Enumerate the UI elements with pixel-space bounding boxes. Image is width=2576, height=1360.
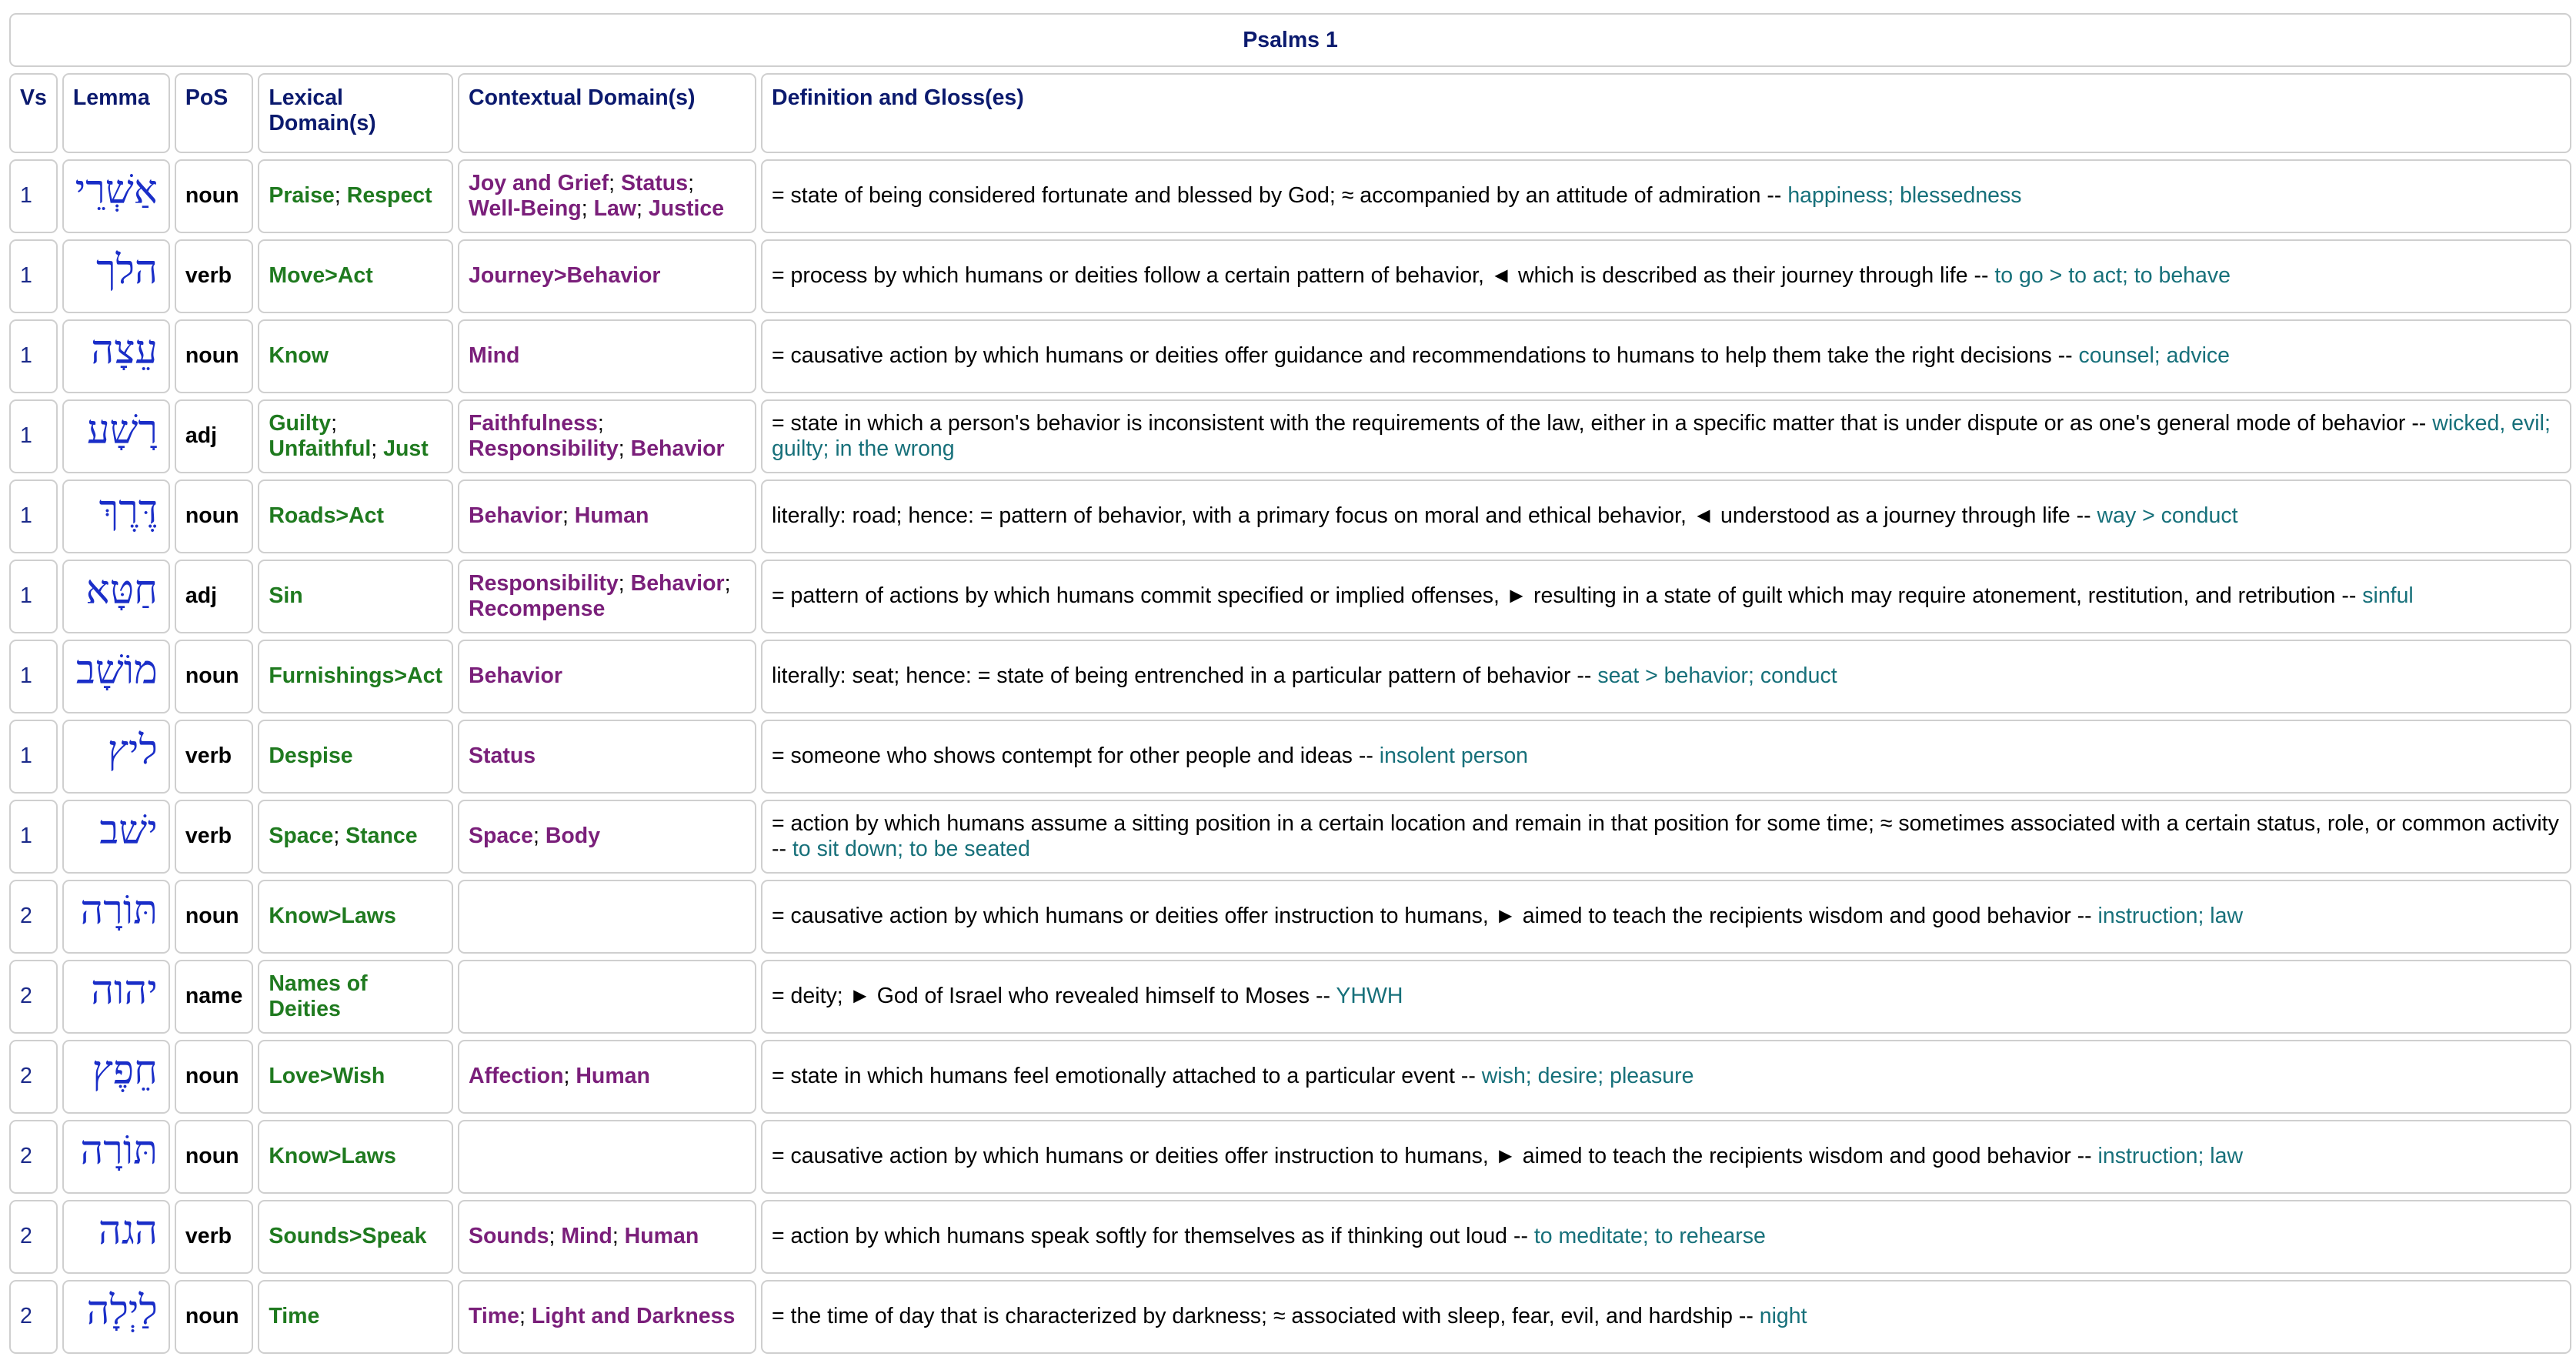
pos-cell: noun <box>175 1280 253 1354</box>
definition-cell <box>761 560 2571 633</box>
verse-cell: 1 <box>9 399 58 473</box>
table-row <box>9 319 2571 393</box>
lexical-domain-cell <box>258 720 453 794</box>
definition-cell <box>761 960 2571 1034</box>
pos-cell: verb <box>175 720 253 794</box>
contextual-domain-link[interactable]: Recompense <box>468 596 606 621</box>
contextual-domain-link[interactable]: Behavior <box>630 570 725 596</box>
contextual-domain-link[interactable]: Law <box>593 195 636 221</box>
table-row <box>9 1040 2571 1114</box>
header-pos: PoS <box>175 73 253 153</box>
verse-cell: 1 <box>9 800 58 874</box>
definition-cell <box>761 399 2571 473</box>
gloss-text: instruction; law <box>2097 1144 2244 1168</box>
lemma-cell[interactable]: חַטָּא <box>62 560 170 633</box>
gloss-text: sinful <box>2362 583 2414 608</box>
pos-cell: noun <box>175 319 253 393</box>
header-contextual-domain: Contextual Domain(s) <box>458 73 756 153</box>
definition-cell <box>761 1120 2571 1194</box>
contextual-domain-link[interactable]: Mind <box>468 343 520 368</box>
lemma-cell[interactable]: יהוה <box>62 960 170 1034</box>
contextual-domain-link[interactable]: Light and Darkness <box>531 1304 736 1328</box>
gloss-text: to meditate; to rehearse <box>1533 1224 1766 1248</box>
contextual-domain-link[interactable]: Joy and Grief <box>468 170 609 195</box>
verse-cell: 1 <box>9 319 58 393</box>
contextual-domain-cell: Responsibility; Behavior; Recompense <box>458 560 756 633</box>
table-row <box>9 560 2571 633</box>
lexical-domain-link[interactable]: Names of Deities <box>269 971 368 1021</box>
pos-cell: noun <box>175 1040 253 1114</box>
contextual-domain-link[interactable]: Status <box>468 743 536 768</box>
contextual-domain-link[interactable]: Responsibility <box>468 570 619 596</box>
verse-cell: 2 <box>9 880 58 954</box>
lemma-cell[interactable]: אַשְׁרֵי <box>62 159 170 233</box>
gloss-text: instruction; law <box>2097 904 2244 928</box>
contextual-domain-link[interactable]: Faithfulness <box>468 410 598 436</box>
lemma-cell[interactable]: ליץ <box>62 720 170 794</box>
definition-cell <box>761 1040 2571 1114</box>
verse-cell: 1 <box>9 720 58 794</box>
gloss-text: wicked, evil; guilty; in the wrong <box>771 410 2551 461</box>
pos-cell: noun <box>175 159 253 233</box>
table-row <box>9 800 2571 874</box>
contextual-domain-cell: Space; Body <box>458 800 756 874</box>
contextual-domain-link[interactable]: Human <box>624 1224 699 1248</box>
definition-text: = causative action by which humans or deities offer instruction to humans, ► aimed to teach the recipients wisdom and good behavior -- <box>771 1144 2098 1168</box>
lexical-domain-link[interactable]: Just <box>383 436 429 461</box>
pos-cell: verb <box>175 1200 253 1274</box>
lexicon-table <box>5 7 2576 1360</box>
lexical-domain-link[interactable]: Move>Act <box>269 263 373 288</box>
definition-cell <box>761 800 2571 874</box>
contextual-domain-link[interactable]: Time <box>468 1304 519 1328</box>
contextual-domain-link[interactable]: Sounds <box>468 1224 549 1248</box>
definition-cell <box>761 720 2571 794</box>
contextual-domain-link[interactable]: Behavior <box>468 503 562 528</box>
definition-text: = pattern of actions by which humans commit specified or implied offenses, ► resulting in a state of guilt which may require atonement, restitution, and retribution -- <box>771 583 2363 608</box>
lexical-domain-cell <box>258 960 453 1034</box>
lexical-domain-cell <box>258 560 453 633</box>
lexical-domain-link[interactable]: Know>Laws <box>269 904 396 928</box>
table-row <box>9 399 2571 473</box>
verse-cell: 2 <box>9 960 58 1034</box>
pos-cell: verb <box>175 239 253 313</box>
contextual-domain-link[interactable]: Justice <box>648 195 725 221</box>
pos-cell: name <box>175 960 253 1034</box>
gloss-text: YHWH <box>1336 984 1403 1008</box>
lemma-cell[interactable]: עֵצָה <box>62 319 170 393</box>
gloss-text: way > conduct <box>2097 503 2238 528</box>
definition-cell <box>761 1280 2571 1354</box>
contextual-domain-cell: Affection; Human <box>458 1040 756 1114</box>
lexical-domain-link[interactable]: Despise <box>269 743 353 768</box>
lexical-domain-link[interactable]: Guilty <box>269 410 332 436</box>
verse-cell: 1 <box>9 480 58 553</box>
contextual-domain-cell: Sounds; Mind; Human <box>458 1200 756 1274</box>
header-row <box>9 73 2571 153</box>
pos-cell: adj <box>175 399 253 473</box>
header-lexical-domain: Lexical Domain(s) <box>258 73 453 153</box>
definition-text: = causative action by which humans or deities offer instruction to humans, ► aimed to teach the recipients wisdom and good behavior -- <box>771 904 2098 928</box>
table-row <box>9 1200 2571 1274</box>
definition-cell <box>761 480 2571 553</box>
header-definition: Definition and Gloss(es) <box>761 73 2571 153</box>
contextual-domain-cell <box>458 880 756 954</box>
lemma-cell[interactable]: הלך <box>62 239 170 313</box>
verse-cell: 1 <box>9 640 58 713</box>
lexical-domain-cell <box>258 480 453 553</box>
definition-text: = the time of day that is characterized by darkness; ≈ associated with sleep, fear, evil, and hardship -- <box>771 1304 1760 1328</box>
contextual-domain-cell <box>458 239 756 313</box>
contextual-domain-link[interactable]: Space <box>468 824 533 848</box>
contextual-domain-cell: Faithfulness; Responsibility; Behavior <box>458 399 756 473</box>
lemma-cell[interactable]: תּוֹרָה <box>62 1120 170 1194</box>
definition-cell <box>761 640 2571 713</box>
definition-text: = action by which humans speak softly for themselves as if thinking out loud -- <box>771 1224 1534 1248</box>
contextual-domain-link[interactable]: Mind <box>561 1224 612 1248</box>
lemma-cell[interactable]: לַיְלָה <box>62 1280 170 1354</box>
contextual-domain-cell: Time; Light and Darkness <box>458 1280 756 1354</box>
contextual-domain-cell <box>458 960 756 1034</box>
pos-cell: noun <box>175 640 253 713</box>
pos-cell: noun <box>175 480 253 553</box>
contextual-domain-cell: Joy and Grief; Status; Well-Being; Law; Justice <box>458 159 756 233</box>
lexical-domain-link[interactable]: Sin <box>269 583 303 608</box>
table-title: Psalms 1 <box>9 13 2571 67</box>
contextual-domain-link[interactable]: Behavior <box>630 436 725 461</box>
definition-text: = state in which a person's behavior is inconsistent with the requirements of the law, either in a specific matter that is under dispute or as one's general mode of behavior -- <box>771 410 2433 436</box>
gloss-text: to go > to act; to behave <box>1994 263 2231 288</box>
definition-cell <box>761 1200 2571 1274</box>
contextual-domain-link[interactable]: Responsibility <box>468 436 619 461</box>
contextual-domain-cell <box>458 1120 756 1194</box>
lexical-domain-cell: Space; Stance <box>258 800 453 874</box>
definition-text: literally: seat; hence: = state of being entrenched in a particular pattern of behavior -- <box>771 663 1598 688</box>
contextual-domain-cell <box>458 319 756 393</box>
lemma-cell[interactable]: ישׁב <box>62 800 170 874</box>
table-body <box>9 159 2571 1354</box>
lemma-cell[interactable]: חֵפֶץ <box>62 1040 170 1114</box>
contextual-domain-link[interactable]: Human <box>576 1064 650 1088</box>
lexical-domain-link[interactable]: Sounds>Speak <box>269 1224 427 1248</box>
lexical-domain-link[interactable]: Praise <box>269 183 335 208</box>
lexical-domain-link[interactable]: Roads>Act <box>269 503 384 528</box>
definition-text: = deity; ► God of Israel who revealed himself to Moses -- <box>771 984 1336 1008</box>
gloss-text: night <box>1759 1304 1807 1328</box>
definition-text: = someone who shows contempt for other people and ideas -- <box>771 743 1380 768</box>
pos-cell: noun <box>175 1120 253 1194</box>
gloss-text: wish; desire; pleasure <box>1481 1064 1694 1088</box>
table-row <box>9 159 2571 233</box>
lexical-domain-cell <box>258 880 453 954</box>
header-lemma: Lemma <box>62 73 170 153</box>
verse-cell: 1 <box>9 560 58 633</box>
verse-cell: 2 <box>9 1040 58 1114</box>
lexical-domain-link[interactable]: Know <box>269 343 329 368</box>
lexical-domain-link[interactable]: Stance <box>345 824 418 848</box>
pos-cell: verb <box>175 800 253 874</box>
table-row <box>9 480 2571 553</box>
contextual-domain-link[interactable]: Body <box>545 824 601 848</box>
definition-cell <box>761 159 2571 233</box>
lexical-domain-link[interactable]: Space <box>269 824 334 848</box>
lexical-domain-link[interactable]: Know>Laws <box>269 1144 396 1168</box>
lexical-domain-link[interactable]: Furnishings>Act <box>269 663 442 688</box>
lexical-domain-link[interactable]: Unfaithful <box>269 436 372 461</box>
definition-text: = process by which humans or deities follow a certain pattern of behavior, ◄ which is described as their journey through life -- <box>771 263 1995 288</box>
definition-cell <box>761 319 2571 393</box>
table-row <box>9 720 2571 794</box>
contextual-domain-cell: Behavior; Human <box>458 480 756 553</box>
verse-cell: 1 <box>9 159 58 233</box>
contextual-domain-link[interactable]: Human <box>574 503 649 528</box>
verse-cell: 1 <box>9 239 58 313</box>
lexical-domain-link[interactable]: Time <box>269 1304 320 1328</box>
gloss-text: happiness; blessedness <box>1787 183 2022 208</box>
lexical-domain-cell <box>258 1200 453 1274</box>
definition-cell <box>761 239 2571 313</box>
table-row <box>9 239 2571 313</box>
contextual-domain-cell <box>458 640 756 713</box>
verse-cell: 2 <box>9 1200 58 1274</box>
header-vs: Vs <box>9 73 58 153</box>
table-row <box>9 640 2571 713</box>
contextual-domain-link[interactable]: Behavior <box>468 663 562 688</box>
lexical-domain-cell: Guilty; Unfaithful; Just <box>258 399 453 473</box>
table-row <box>9 1280 2571 1354</box>
contextual-domain-link[interactable]: Affection <box>468 1064 564 1088</box>
table-row <box>9 960 2571 1034</box>
lexical-domain-cell <box>258 640 453 713</box>
contextual-domain-link[interactable]: Status <box>620 170 689 195</box>
gloss-text: counsel; advice <box>2078 343 2230 368</box>
definition-text: = causative action by which humans or deities offer guidance and recommendations to humans to help them take the right decisions -- <box>771 343 2079 368</box>
lexical-domain-cell <box>258 239 453 313</box>
lemma-cell[interactable]: דֶּרֶךְ <box>62 480 170 553</box>
contextual-domain-link[interactable]: Well-Being <box>468 195 582 221</box>
lexical-domain-cell <box>258 1120 453 1194</box>
verse-cell: 2 <box>9 1120 58 1194</box>
lexical-domain-link[interactable]: Respect <box>346 183 432 208</box>
contextual-domain-link[interactable]: Journey>Behavior <box>468 263 661 288</box>
lemma-cell[interactable]: רָשָׁע <box>62 399 170 473</box>
contextual-domain-cell <box>458 720 756 794</box>
pos-cell: adj <box>175 560 253 633</box>
definition-text: = action by which humans assume a sitting position in a certain location and remain in that position for some time; ≈ sometimes associated with a certain status, role, or common activity -- <box>771 810 2559 861</box>
definition-text: literally: road; hence: = pattern of behavior, with a primary focus on moral and ethical behavior, ◄ understood as a journey through life -- <box>771 503 2097 528</box>
lexical-domain-cell: Praise; Respect <box>258 159 453 233</box>
lexical-domain-link[interactable]: Love>Wish <box>269 1064 385 1088</box>
lemma-cell[interactable]: תּוֹרָה <box>62 880 170 954</box>
pos-cell: noun <box>175 880 253 954</box>
gloss-text: to sit down; to be seated <box>792 836 1030 861</box>
lemma-cell[interactable]: מוֹשָׁב <box>62 640 170 713</box>
gloss-text: insolent person <box>1379 743 1529 768</box>
definition-text: = state in which humans feel emotionally attached to a particular event -- <box>771 1064 1482 1088</box>
gloss-text: seat > behavior; conduct <box>1597 663 1837 688</box>
lexical-domain-cell <box>258 1280 453 1354</box>
lexical-domain-cell <box>258 319 453 393</box>
verse-cell: 2 <box>9 1280 58 1354</box>
definition-cell <box>761 880 2571 954</box>
lemma-cell[interactable]: הגה <box>62 1200 170 1274</box>
definition-text: = state of being considered fortunate and blessed by God; ≈ accompanied by an attitude of admiration -- <box>771 183 1788 208</box>
lexical-domain-cell <box>258 1040 453 1114</box>
table-row <box>9 880 2571 954</box>
table-row <box>9 1120 2571 1194</box>
